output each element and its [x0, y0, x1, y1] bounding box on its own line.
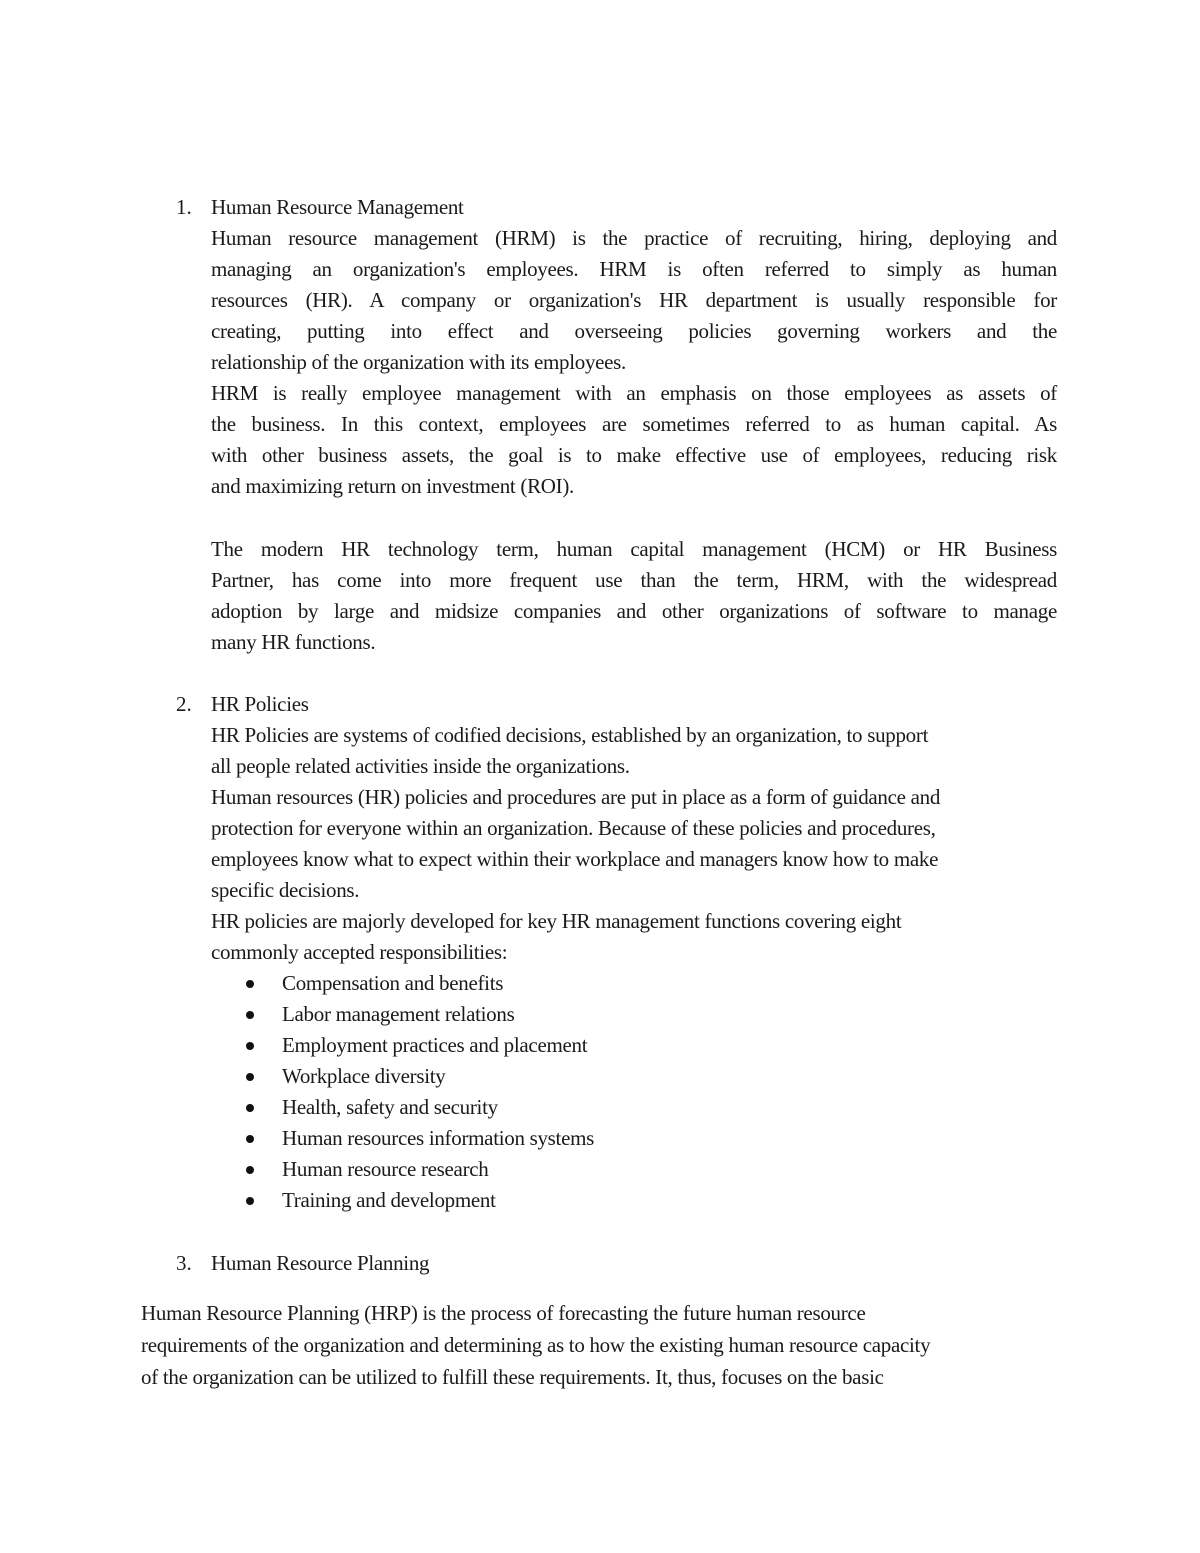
section-1-line: creating, putting into effect and overseeing policies governing workers and the [211, 319, 1057, 343]
section-2-line: protection for everyone within an organization. Because of these policies and procedures, [211, 816, 936, 840]
bullet-item: Labor management relations [282, 1002, 515, 1026]
section-2-line: HR Policies are systems of codified decisions, established by an organization, to support [211, 723, 929, 747]
section-3-number: 3. [176, 1251, 192, 1275]
section-1-line: resources (HR). A company or organization's HR department is usually responsible for [211, 288, 1057, 312]
section-1-heading: Human Resource Management [211, 195, 464, 219]
bullet-icon [246, 1042, 254, 1050]
bullet-icon [246, 1011, 254, 1019]
section-1-line: Human resource management (HRM) is the practice of recruiting, hiring, deploying and [211, 226, 1057, 250]
section-1-line: with other business assets, the goal is to make effective use of employees, reducing risk [211, 443, 1057, 467]
section-1-line: the business. In this context, employees are sometimes referred to as human capital. As [211, 412, 1057, 436]
section-1-line: adoption by large and midsize companies and other organizations of software to manage [211, 599, 1057, 623]
section-1-line: The modern HR technology term, human capital management (HCM) or HR Business [211, 537, 1057, 561]
section-3-line: Human Resource Planning (HRP) is the process of forecasting the future human resource [141, 1301, 866, 1325]
section-1-line: HRM is really employee management with an emphasis on those employees as assets of [211, 381, 1057, 405]
bullet-icon [246, 1135, 254, 1143]
bullet-item: Human resource research [282, 1157, 489, 1181]
section-2-line: HR policies are majorly developed for key HR management functions covering eight [211, 909, 902, 933]
bullet-icon [246, 1166, 254, 1174]
bullet-item: Compensation and benefits [282, 971, 504, 995]
bullet-icon [246, 980, 254, 988]
bullet-item: Human resources information systems [282, 1126, 595, 1150]
section-2-line: all people related activities inside the organizations. [211, 754, 630, 778]
section-3-line: of the organization can be utilized to fulfill these requirements. It, thus, focuses on the basic [141, 1365, 884, 1389]
section-3-line: requirements of the organization and determining as to how the existing human resource capacity [141, 1333, 931, 1357]
bullet-item: Training and development [282, 1188, 496, 1212]
section-3-heading: Human Resource Planning [211, 1251, 430, 1275]
section-2-line: specific decisions. [211, 878, 360, 902]
section-2-number: 2. [176, 692, 192, 716]
section-2-line: commonly accepted responsibilities: [211, 940, 508, 964]
bullet-item: Health, safety and security [282, 1095, 498, 1119]
section-2-heading: HR Policies [211, 692, 309, 716]
section-1-line: and maximizing return on investment (ROI). [211, 474, 574, 498]
section-1-line: Partner, has come into more frequent use than the term, HRM, with the widespread [211, 568, 1057, 592]
bullet-icon [246, 1104, 254, 1112]
section-2-line: employees know what to expect within their workplace and managers know how to make [211, 847, 939, 871]
bullet-item: Workplace diversity [282, 1064, 446, 1088]
section-1-line: relationship of the organization with its employees. [211, 350, 627, 374]
section-1-number: 1. [176, 195, 192, 219]
bullet-icon [246, 1073, 254, 1081]
section-2-line: Human resources (HR) policies and procedures are put in place as a form of guidance and [211, 785, 941, 809]
section-1-line: managing an organization's employees. HRM is often referred to simply as human [211, 257, 1057, 281]
section-1-line: many HR functions. [211, 630, 376, 654]
bullet-icon [246, 1197, 254, 1205]
bullet-item: Employment practices and placement [282, 1033, 588, 1057]
